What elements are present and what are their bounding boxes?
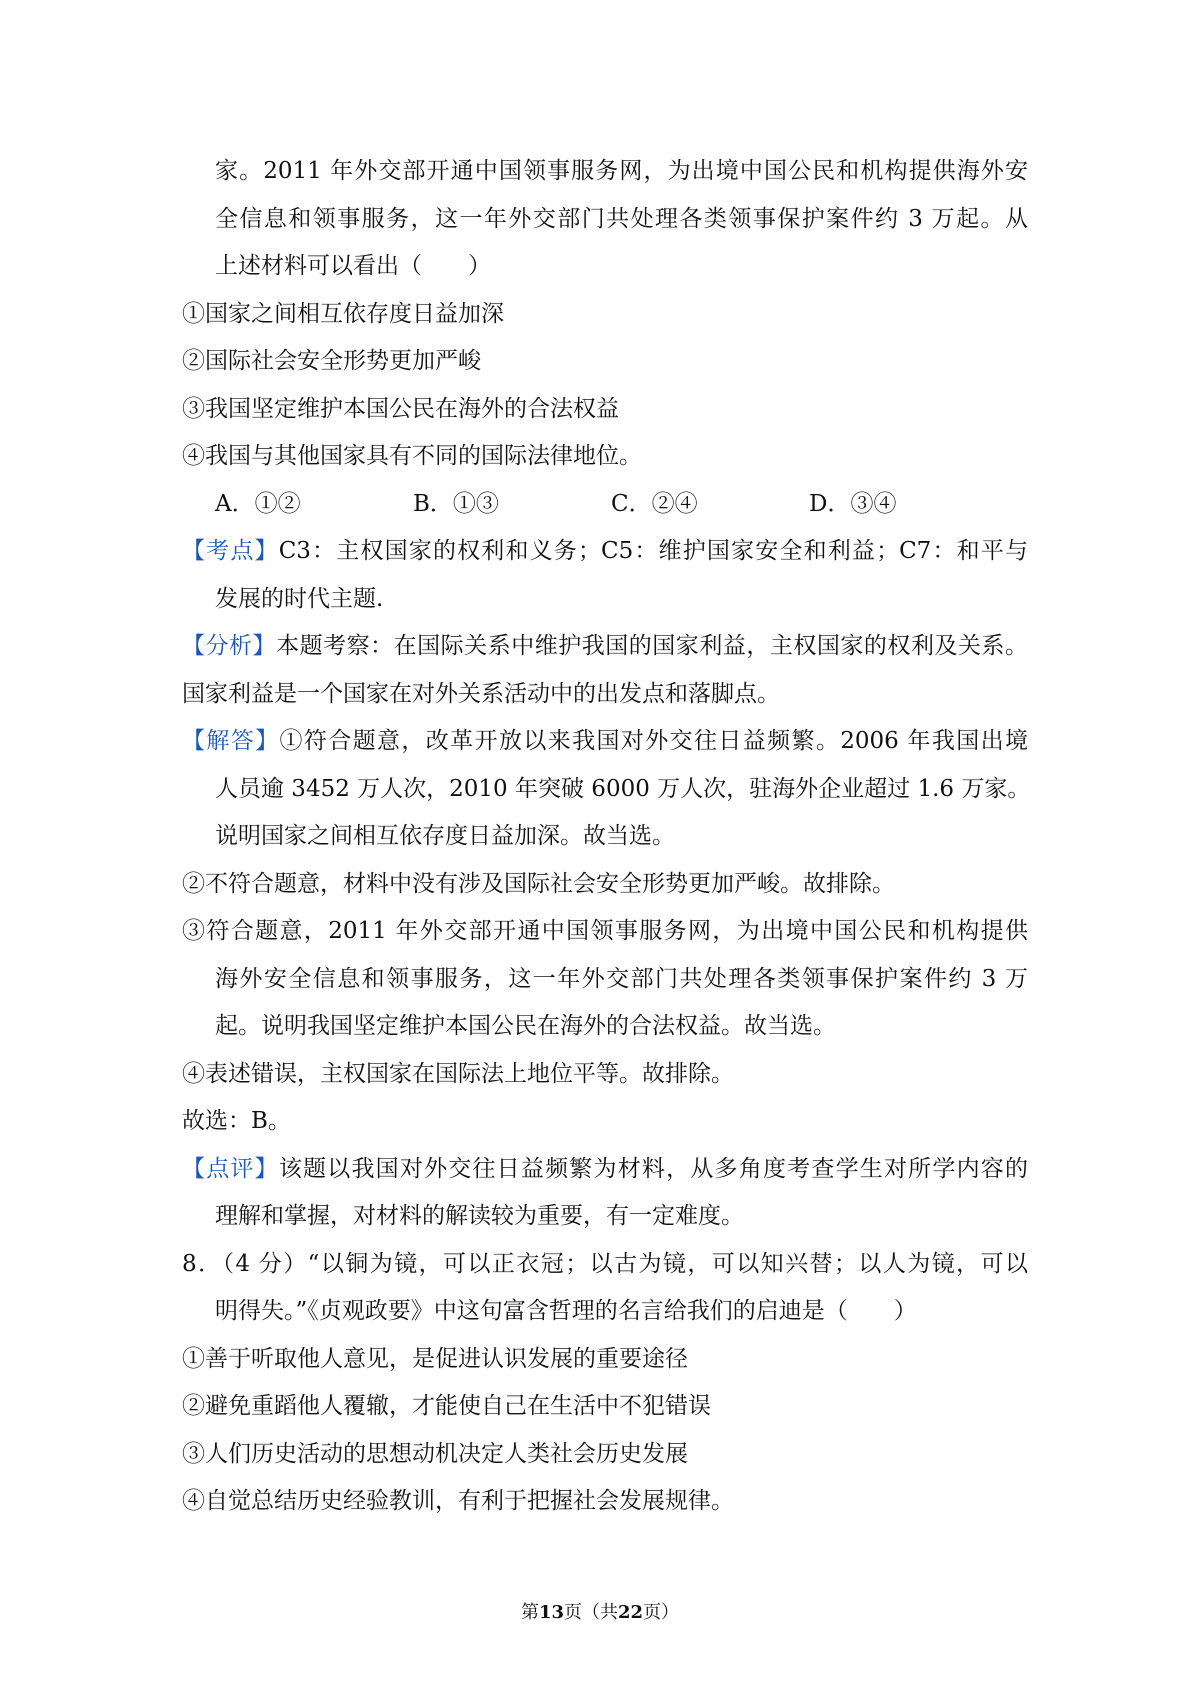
statement-item: ④我国与其他国家具有不同的国际法律地位。 — [182, 443, 642, 469]
fenxi-text-line: 国家利益是一个国家在对外关系活动中的出发点和落脚点。 — [182, 680, 780, 707]
jieda-text-line: 人员逾 3452 万人次，2010 年突破 6000 万人次，驻海外企业超过 1.6 万家。 — [215, 775, 1031, 802]
jieda-text: ①符合题意，改革开放以来我国对外交往日益频繁。2006 年我国出境 — [279, 728, 1028, 754]
total-pages: 22 — [618, 1602, 644, 1623]
q8-statement-item: ②避免重蹈他人覆辙，才能使自己在生活中不犯错误 — [182, 1393, 711, 1419]
question-8-stem: 8．（4 分）“以铜为镜，可以正衣冠；以古为镜，可以知兴替；以人为镜，可以 — [182, 1250, 1028, 1277]
question-8-stem-line: 明得失。”《贞观政要》中这句富含哲理的名言给我们的启迪是（ ） — [215, 1298, 917, 1324]
question-text-line: 上述材料可以看出（ ） — [215, 253, 491, 279]
option-a: A．①② — [215, 490, 301, 517]
option-c: C．②④ — [611, 490, 698, 517]
option-b: B．①③ — [413, 490, 499, 517]
jieda-section — [182, 718, 1028, 766]
q8-statement-item: ①善于听取他人意见，是促进认识发展的重要途径 — [182, 1345, 688, 1372]
footer-suffix: 页） — [643, 1602, 680, 1623]
kaodian-text-line: 发展的时代主题. — [215, 585, 384, 612]
answer-options — [182, 481, 1028, 529]
fenxi-text: 本题考察：在国际关系中维护我国的国家利益，主权国家的权利及关系。 — [276, 633, 1029, 659]
jieda-answer: 故选：B。 — [182, 1108, 291, 1134]
jieda-text-line: 起。说明我国坚定维护本国公民在海外的合法权益。故当选。 — [215, 1013, 836, 1039]
statement-item: ③我国坚定维护本国公民在海外的合法权益 — [182, 395, 619, 422]
page-number: 13 — [538, 1602, 564, 1623]
document-body — [182, 148, 1031, 1526]
fenxi-section — [182, 623, 1028, 671]
jieda-tag: 【解答】 — [182, 728, 280, 754]
fenxi-tag: 【分析】 — [182, 633, 277, 659]
page-footer — [0, 1601, 1200, 1625]
kaodian-tag: 【考点】 — [182, 538, 279, 564]
footer-prefix: 第 — [520, 1602, 539, 1623]
footer-middle: 页（共 — [564, 1602, 618, 1623]
dianping-text: 该题以我国对外交往日益频繁为材料，从多角度考查学生对所学内容的 — [278, 1155, 1029, 1182]
question-text-line: 全信息和领事服务，这一年外交部门共处理各类领事保护案件约 3 万起。从 — [215, 205, 1028, 232]
dianping-text-line: 理解和掌握，对材料的解读较为重要，有一定难度。 — [215, 1203, 744, 1229]
option-d: D．③④ — [809, 490, 897, 517]
question-text-line: 家。2011 年外交部开通中国领事服务网，为出境中国公民和机构提供海外安 — [215, 158, 1028, 184]
jieda-text-line: 说明国家之间相互依存度日益加深。故当选。 — [215, 823, 675, 849]
jieda-text-line: ④表述错误，主权国家在国际法上地位平等。故排除。 — [182, 1060, 734, 1087]
kaodian-section — [182, 528, 1028, 576]
statement-item: ②国际社会安全形势更加严峻 — [182, 348, 481, 374]
q8-statement-item: ④自觉总结历史经验教训，有利于把握社会发展规律。 — [182, 1488, 734, 1514]
dianping-tag: 【点评】 — [182, 1155, 279, 1182]
q8-statement-item: ③人们历史活动的思想动机决定人类社会历史发展 — [182, 1440, 688, 1467]
dianping-section — [182, 1146, 1028, 1194]
statement-item: ①国家之间相互依存度日益加深 — [182, 300, 504, 327]
kaodian-text: C3：主权国家的权利和义务；C5：维护国家安全和利益；C7：和平与 — [278, 538, 1028, 564]
jieda-text-line: ②不符合题意，材料中没有涉及国际社会安全形势更加严峻。故排除。 — [182, 870, 895, 897]
jieda-text-line: ③符合题意，2011 年外交部开通中国领事服务网，为出境中国公民和机构提供 — [182, 918, 1028, 944]
jieda-text-line: 海外安全信息和领事服务，这一年外交部门共处理各类领事保护案件约 3 万 — [215, 965, 1028, 992]
